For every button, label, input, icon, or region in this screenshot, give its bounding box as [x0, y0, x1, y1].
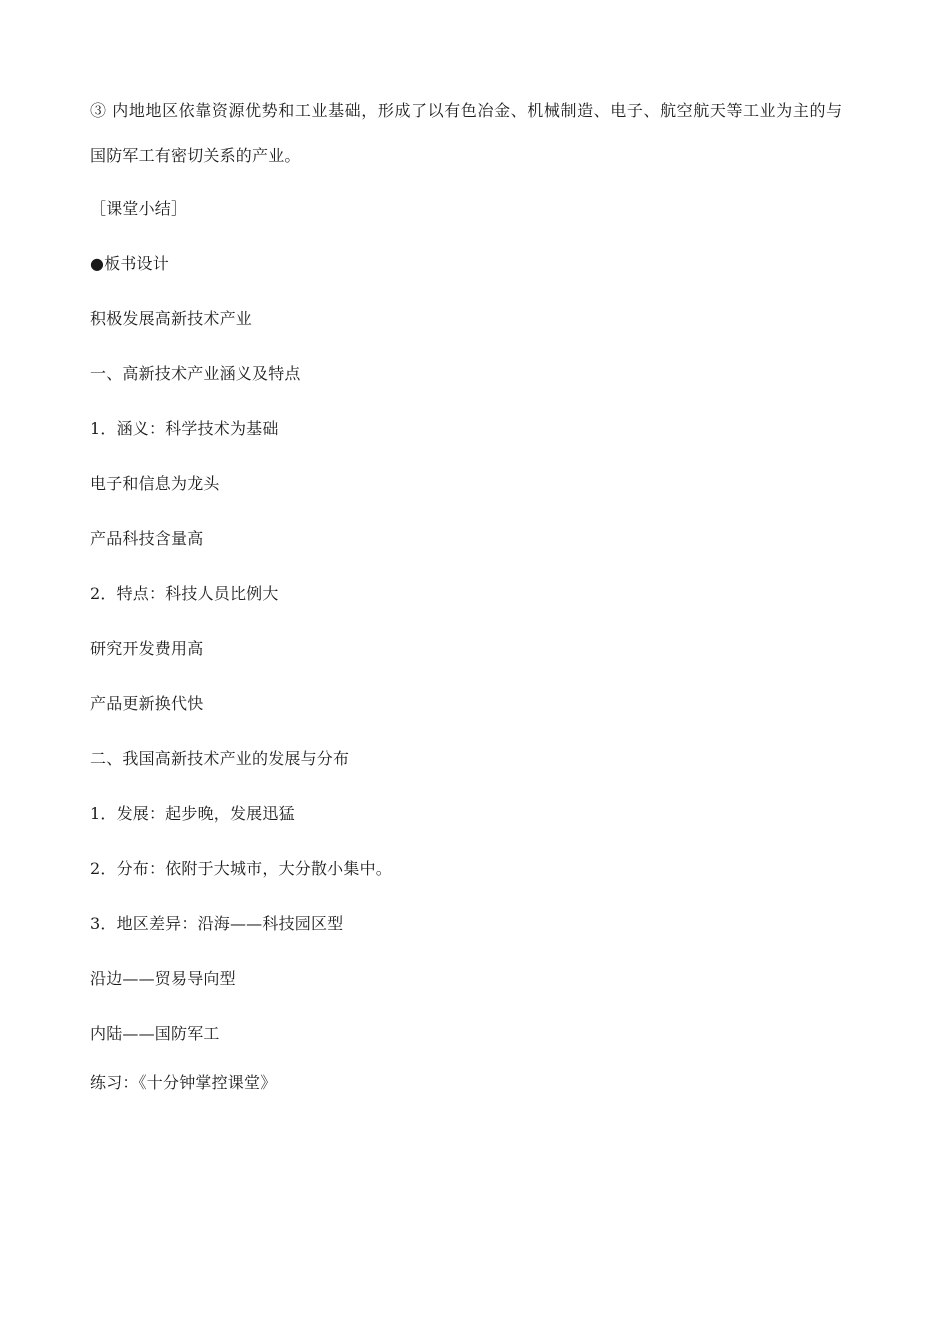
board-design-heading: ●板书设计 — [90, 254, 169, 273]
paragraph-line: 国防军工有密切关系的产业。 — [90, 146, 301, 165]
list-item: 产品更新换代快 — [90, 694, 204, 713]
list-item: 沿边——贸易导向型 — [90, 969, 236, 988]
summary-heading: ［课堂小结］ — [90, 199, 188, 218]
list-item: 研究开发费用高 — [90, 639, 204, 658]
exercise-line: 练习：《十分钟掌控课堂》 — [90, 1073, 277, 1092]
paragraph-line: ③ 内地地区依靠资源优势和工业基础，形成了以有色冶金、机械制造、电子、航空航天等工业为主的与 — [90, 101, 843, 120]
list-item: 产品科技含量高 — [90, 529, 204, 548]
list-item: 3．地区差异：沿海——科技园区型 — [90, 914, 344, 933]
list-item: 内陆——国防军工 — [90, 1024, 220, 1043]
list-item: 1．发展：起步晚，发展迅猛 — [90, 804, 295, 823]
list-item: 电子和信息为龙头 — [90, 474, 220, 493]
list-item: 2．分布：依附于大城市，大分散小集中。 — [90, 859, 392, 878]
section-heading: 二、我国高新技术产业的发展与分布 — [90, 749, 350, 768]
list-item: 1．涵义：科学技术为基础 — [90, 419, 279, 438]
list-item: 2．特点：科技人员比例大 — [90, 584, 279, 603]
section-heading: 一、高新技术产业涵义及特点 — [90, 364, 301, 383]
board-title: 积极发展高新技术产业 — [90, 309, 253, 328]
